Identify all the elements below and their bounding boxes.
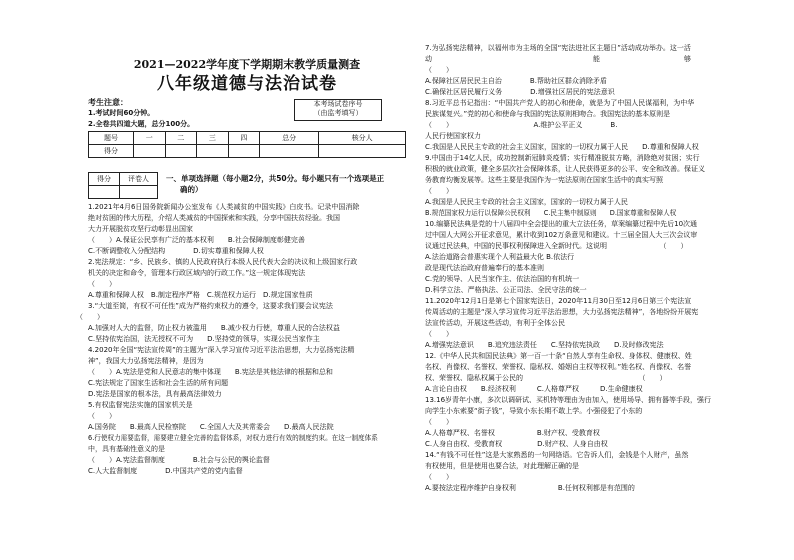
question-line: 民族谋复兴。”党的初心和使命与我国的宪法原则相吻合。我国宪法的基本原则是 [425,110,671,118]
question-line: 9.中国由于14亿人民，成功控制新冠肺炎疫情；实行精准脱贫方略，消除绝对贫困；实行 [425,154,700,162]
score-table-header: 核分人 [319,132,406,145]
question-line: 议通过民法典，中国的民事权利保障进入全新时代。这说明 （ ） [425,242,688,250]
grader-name-cell[interactable] [120,186,158,199]
question-line: C.不断调整收入分配结构 D.切实尊重和保障人权 [88,247,264,255]
score-table-header: 题号 [89,132,134,145]
question-line: （ ） [425,66,453,74]
score-table-header: 三 [197,132,229,145]
question-line: 8.习近平总书记指出：“中国共产党人的初心和使命，就是为了中国人民谋福利，为中华 [425,99,695,107]
question-line: 人民行使国家权力 [425,132,481,140]
question-line: （ ） [425,418,453,426]
score-cell[interactable] [260,145,319,158]
question-line: （ ） [88,412,116,420]
right-column [425,0,775,560]
question-line: 有权使用，但是使用也要合法，对此理解正确的是 [425,462,579,470]
question-line: 务教育均衡发展等。这些主要是我国作为一宪法原则在国家生活中的真实写照 [425,176,663,184]
question-line: 向学生小东索要“街子钱”，导致小东长期不敢上学。小强侵犯了小东的 [425,407,643,415]
question-line: D.宪法是国家的根本法，具有最高法律效力 [88,390,222,398]
score-table-header: 四 [228,132,260,145]
question-line: （ ） [76,313,104,321]
question-line: 绝对贫困的伟大历程，介绍人类减贫的中国探索和实践，分享中国扶贫经验。我国 [88,214,340,222]
score-table [88,131,406,158]
question-line: 政是现代法治政府普遍奉行的基本准则 [425,264,544,272]
question-line: （ ） [425,187,453,195]
question-line: （ ） A.维护公平正义 B. [425,121,618,129]
question-line: C.我国是人民民主专政的社会主义国家，国家的一切权力属于人民 D.尊重和保障人权 [425,143,699,151]
question-line: （ ） [425,473,453,481]
score-cell[interactable] [165,145,197,158]
question-line: A.言论自由权 B.经济权利 C.人格尊严权 D.生命健康权 [425,385,643,393]
question-line: C.坚持依宪治国，法无授权不可为 D.坚持党的领导，实现公民当家作主 [88,335,320,343]
grader-label: 评卷人 [120,173,158,186]
left-column [76,0,406,560]
score-cell[interactable] [134,145,166,158]
question-line: 12.《中华人民共和国民法典》第一百一十条“自然人享有生命权、身体权、健康权、姓 [425,352,692,360]
question-line: A.保障社区居民民主自治 B.帮助社区群众消除矛盾 [425,77,607,85]
seal-box [294,99,382,121]
question-line: 积极的就业政策，健全多层次社会保障体系，让人民获得更多的公平、安全和改善。保证义 [425,165,705,173]
question-line: 大力开展脱贫攻坚行动彰显出国家 [88,225,193,233]
section1-title-line1: 一、单项选择题（每小题2分，共50分。每小题只有一个选项是正 [166,174,385,183]
question-line: 权、荣誉权、隐私权属于公民的 （ ） [425,374,667,382]
score-cell[interactable] [197,145,229,158]
question-line: 过中国人大网公开征求意见，累计收到102万条意见和建议。十三届全国人大三次会议审 [425,231,698,239]
question-line: A.要按法定程序维护自身权利 B.任何权利都是有范围的 [425,484,635,492]
question-line: C.人身自由权、受教育权 D.财产权、人身自由权 [425,440,608,448]
question-line: （ ） [88,280,116,288]
section1-title-line2: 确的） [180,185,203,194]
score-table-header: 二 [165,132,197,145]
question-line: 2.宪法规定：“乡、民族乡、镇的人民政府执行本级人民代表大会的决议和上级国家行政 [88,258,358,266]
question-line: （ ）A.宪法是党和人民意志的集中体现 B.宪法是其他法律的根据和总和 [88,368,333,376]
question-line: 1.2021年4月6日国务院新闻办公室发布《人类减贫的中国实践》白皮书。记录中国消除 [88,203,360,211]
question-line: D.科学立法、严格执法、公正司法、全民守法的统一 [425,286,587,294]
exam-year-title: 2021—2022学年度下学期期末教学质量测查 [133,58,361,71]
question-line: 11.2020年12月1日是第七个国家宪法日，2020年11月30日至12月6日第三个宪法宣 [425,297,692,305]
grader-box [88,172,158,199]
question-line: 10.编纂民法典是党的十八届四中全会提出的重大立法任务，草案编纂过程中先后10次通 [425,220,698,228]
question-line: C.人大监督制度 D.中国共产党的党内监督 [88,467,243,475]
notice-heading: 考生注意： [88,98,128,107]
question-line: B.规范国家权力运行以保障公民权利 C.民主集中制原则 D.国家尊重和保障人权 [425,209,677,217]
question-line: 中，具有基础性意义的是 [88,445,165,453]
question-line: 机关的决定和命令，管理本行政区域内的行政工作。”这一规定体现宪法 [88,269,306,277]
question-line: A.人格尊严权、名誉权 B.财产权、受教育权 [425,429,600,437]
question-line: 14.“有钱不可任性”这是大家熟悉的一句网络语。它告诉人们，金钱是个人财产，虽然 [425,451,689,459]
seal-line-2: （由监考填写） [313,109,363,117]
score-table-header: 总分 [260,132,319,145]
question-line: 13.16岁青年小康，多次以调研试、买机特等理由为由加入，使用场导、拥有器等手段，强行 [425,396,712,404]
exam-subject-title: 八年级道德与法治试卷 [157,74,337,94]
grader-score-cell[interactable] [89,186,120,199]
question-line: A.国务院 B.最高人民检察院 C.全国人大及其常委会 D.最高人民法院 [88,423,334,431]
question-line: A.加强对人大的监督，防止权力被滥用 B.减少权力行使，尊重人民的合法权益 [88,324,340,332]
notice-item-2: 2.全卷共四道大题，总分100分。 [88,120,195,128]
question-line: A.法治道路会普惠实现个人利益最大化 B.依法行 [425,253,575,261]
question-line: 5.有权监督宪法实施的国家机关是 [88,401,193,409]
question-line: 名权、肖像权、名誉权、荣誉权、隐私权、婚姻自主权等权利。”姓名权、肖像权、名誉 [425,363,692,371]
question-line: 3.“大道至简，有权不可任性”成为严格约束权力的遵令，这要求我们要会议宪法 [88,302,333,310]
question-line: C.党的领导、人民当家作主、依法治国的有机统一 [425,275,580,283]
question-line: 6.行使权力需要监督，需要建立健全完善的监督体系，对权力进行有效的制度约束。在这一制度体系 [88,434,378,442]
grader-score-label: 得分 [89,173,120,186]
score-row-label: 得分 [89,145,134,158]
question-line: （ ） [425,330,453,338]
question-line: A.增强宪法意识 B.追究违法责任 C.坚持依宪执政 D.及时修改宪法 [425,341,664,349]
seal-line-1: 本考场试卷序号 [313,100,363,108]
question-line: 4.2020年全国“宪法宣传周”的主题为“深入学习宣传习近平法治思想，大力弘扬宪法精 [88,346,355,354]
question-line: （ ）A.保证公民享有广泛的基本权利 B.社会保障制度彰健完善 [88,236,305,244]
question-line: 7.为弘扬宪法精神，以福州市为主场的全国“宪法进社区主题日”活动成功举办。这一活 [425,44,691,52]
question-line: （ ）A.宪法监督制度 B.社会与公民的舆论监督 [88,456,270,464]
question-line: 法宣传活动，开展这些活动，有利于全体公民 [425,319,565,327]
notice-item-1: 1.考试时间60分钟。 [88,109,155,117]
question-line: C.确保社区居民履行义务 D.增强社区居民的宪法意识 [425,88,615,96]
question-line: A.尊重和保障人权 B.制定程序严格 C.规范权力运行 D.规定国家性质 [88,291,313,299]
question-line: 传周活动的主题是“深入学习宣传习近平法治思想，大力弘扬宪法精神”，各地纷纷开展宪 [425,308,699,316]
score-table-header: 一 [134,132,166,145]
question-line: C.宪法规定了国家生活和社会生活的所有问题 [88,379,229,387]
score-cell[interactable] [228,145,260,158]
question-line: A.我国是人民民主专政的社会主义国家，国家的一切权力属于人民 [425,198,628,206]
question-line: 神”，我国大力弘扬宪法精神，是因为 [88,357,204,365]
score-cell[interactable] [319,145,406,158]
question-line: 动 能 够 [425,55,691,63]
